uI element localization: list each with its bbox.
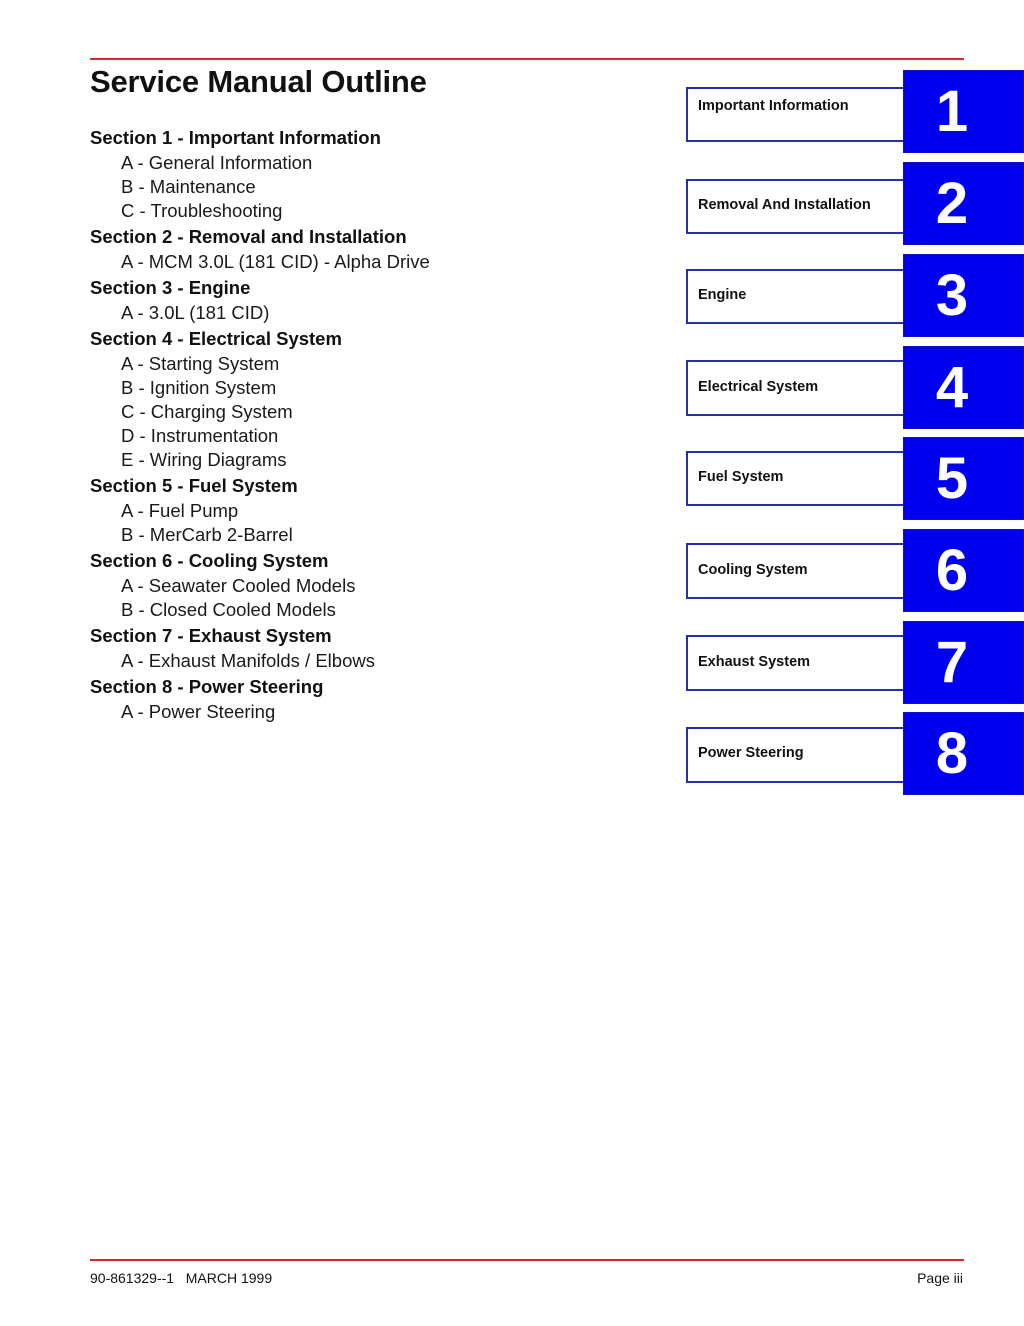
section-heading: Section 3 - Engine [90,277,251,298]
tab-label-box [686,635,906,691]
tab-label: Fuel System [698,469,784,485]
section-heading: Section 5 - Fuel System [90,475,298,496]
subsection-item: B - Closed Cooled Models [121,599,336,620]
tab-label: Cooling System [698,562,808,578]
tab-number-block [903,346,1024,429]
subsection-item: A - Exhaust Manifolds / Elbows [121,650,375,671]
tab-label-box [686,360,906,416]
subsection-item: A - Fuel Pump [121,500,239,521]
tab-label-box [686,451,906,506]
page-number: Page iii [917,1270,963,1286]
tab-number: 2 [935,171,969,236]
subsection-item: B - Ignition System [121,377,277,398]
subsection-item: B - MerCarb 2-Barrel [121,524,293,545]
footer-rule [90,1259,964,1261]
tab-number-block [903,437,1024,520]
publication-date: MARCH 1999 [185,1270,273,1286]
section-heading: Section 2 - Removal and Installation [90,226,407,247]
subsection-item: E - Wiring Diagrams [121,449,287,470]
tab-number-block [903,70,1024,153]
tab-number: 5 [935,446,969,511]
tab-number: 3 [935,263,969,328]
section-heading: Section 7 - Exhaust System [90,625,332,646]
tab-label-box [686,727,906,783]
tab-label: Electrical System [698,379,819,395]
subsection-item: C - Charging System [121,401,293,422]
tab-label-box [686,543,906,599]
tab-number: 7 [935,630,969,695]
subsection-item: A - Power Steering [121,701,276,722]
tab-number: 8 [935,721,969,786]
subsection-item: B - Maintenance [121,176,256,197]
tab-number-block [903,712,1024,795]
section-heading: Section 8 - Power Steering [90,676,324,697]
footer-document-info [90,1270,272,1286]
section-heading: Section 4 - Electrical System [90,328,342,349]
subsection-item: A - Starting System [121,353,280,374]
tab-label-box [686,269,906,324]
subsection-item: A - General Information [121,152,313,173]
tab-number: 6 [935,538,969,603]
page-title: Service Manual Outline [90,64,427,99]
tab-number: 1 [935,79,969,144]
tab-number-block [903,621,1024,704]
section-heading: Section 1 - Important Information [90,127,381,148]
tab-label-box [686,179,906,234]
subsection-item: C - Troubleshooting [121,200,283,221]
tab-number-block [903,254,1024,337]
section-heading: Section 6 - Cooling System [90,550,329,571]
tab-number-block [903,162,1024,245]
subsection-item: D - Instrumentation [121,425,279,446]
tab-label: Exhaust System [698,654,811,670]
subsection-item: A - 3.0L (181 CID) [121,302,270,323]
subsection-item: A - Seawater Cooled Models [121,575,356,596]
tab-label-box [686,87,906,142]
subsection-item: A - MCM 3.0L (181 CID) - Alpha Drive [121,251,430,272]
tab-label: Removal And Installation [698,197,871,213]
tab-number: 4 [935,355,969,420]
tab-label: Engine [698,287,747,303]
tab-label: Power Steering [698,745,804,761]
tab-number-block [903,529,1024,612]
tab-label: Important Information [698,98,849,114]
document-number: 90-861329--1 [90,1270,175,1286]
